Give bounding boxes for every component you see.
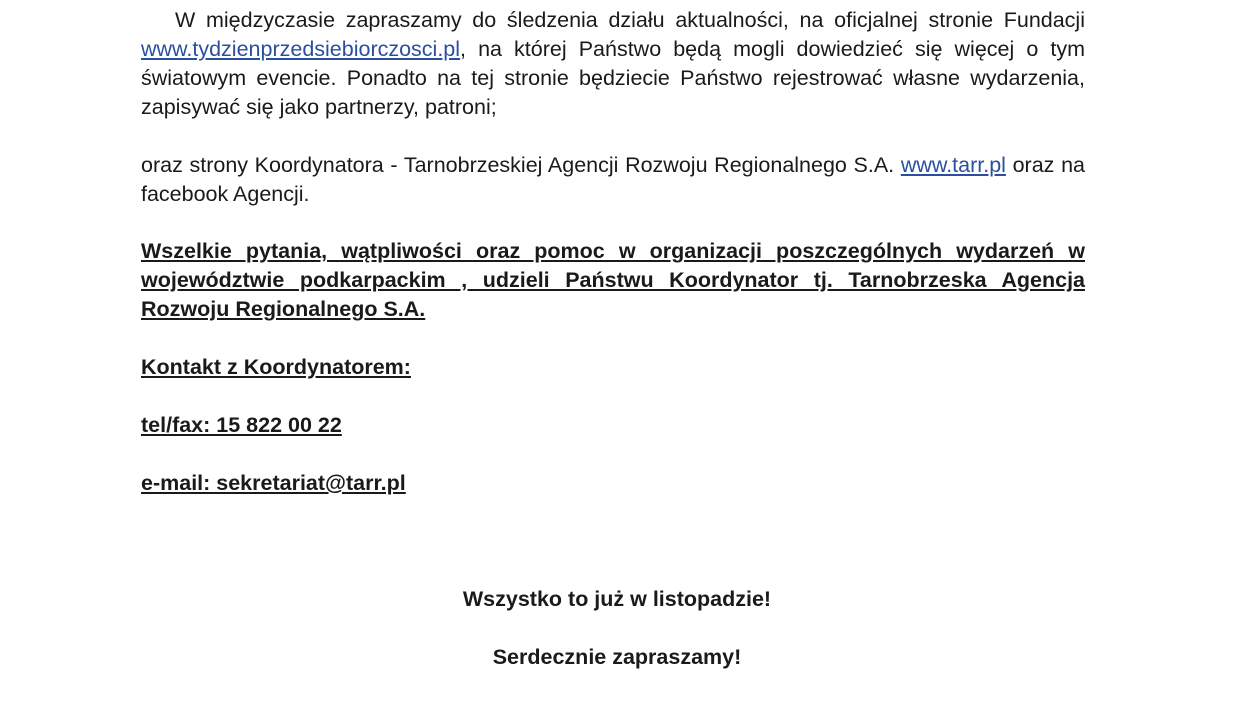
paragraph-questions-info: Wszelkie pytania, wątpliwości oraz pomoc w organizacji poszczególnych wydarzeń w województwie podkarpackim , udzieli Państwu Koordynator tj. Tarnobrzeska Agencja Rozwoju Regionalnego S.A. xyxy=(141,239,1085,321)
closing-line-invitation: Serdecznie zapraszamy! xyxy=(492,645,742,669)
paragraph-news-info xyxy=(141,6,1085,122)
contact-heading: Kontakt z Koordynatorem: xyxy=(141,355,411,379)
paragraph-text: oraz strony Koordynatora - Tarnobrzeskiej Agencji Rozwoju Regionalnego S.A. xyxy=(141,153,901,177)
foundation-website-link[interactable]: www.tydzienprzedsiebiorczosci.pl xyxy=(141,37,461,61)
paragraph-coordinator-info xyxy=(141,151,1085,209)
coordinator-website-link[interactable]: www.tarr.pl xyxy=(900,153,1006,177)
contact-phone: tel/fax: 15 822 00 22 xyxy=(141,413,342,437)
paragraph-text: oraz na facebook Agencji. xyxy=(141,153,1085,206)
paragraph-text: W międzyczasie zapraszamy do śledzenia działu aktualności, na oficjalnej stronie Fundacji xyxy=(175,8,1085,32)
contact-email: e-mail: sekretariat@tarr.pl xyxy=(141,471,406,495)
closing-line-november: Wszystko to już w listopadzie! xyxy=(462,587,772,611)
paragraph-text: , na której Państwo będą mogli dowiedzieć się więcej o tym światowym evencie. Ponadto na tej stronie będziecie Państwo rejestrować własne wydarzenia, zapisywać się jako partnerzy, patroni; xyxy=(141,37,1085,119)
